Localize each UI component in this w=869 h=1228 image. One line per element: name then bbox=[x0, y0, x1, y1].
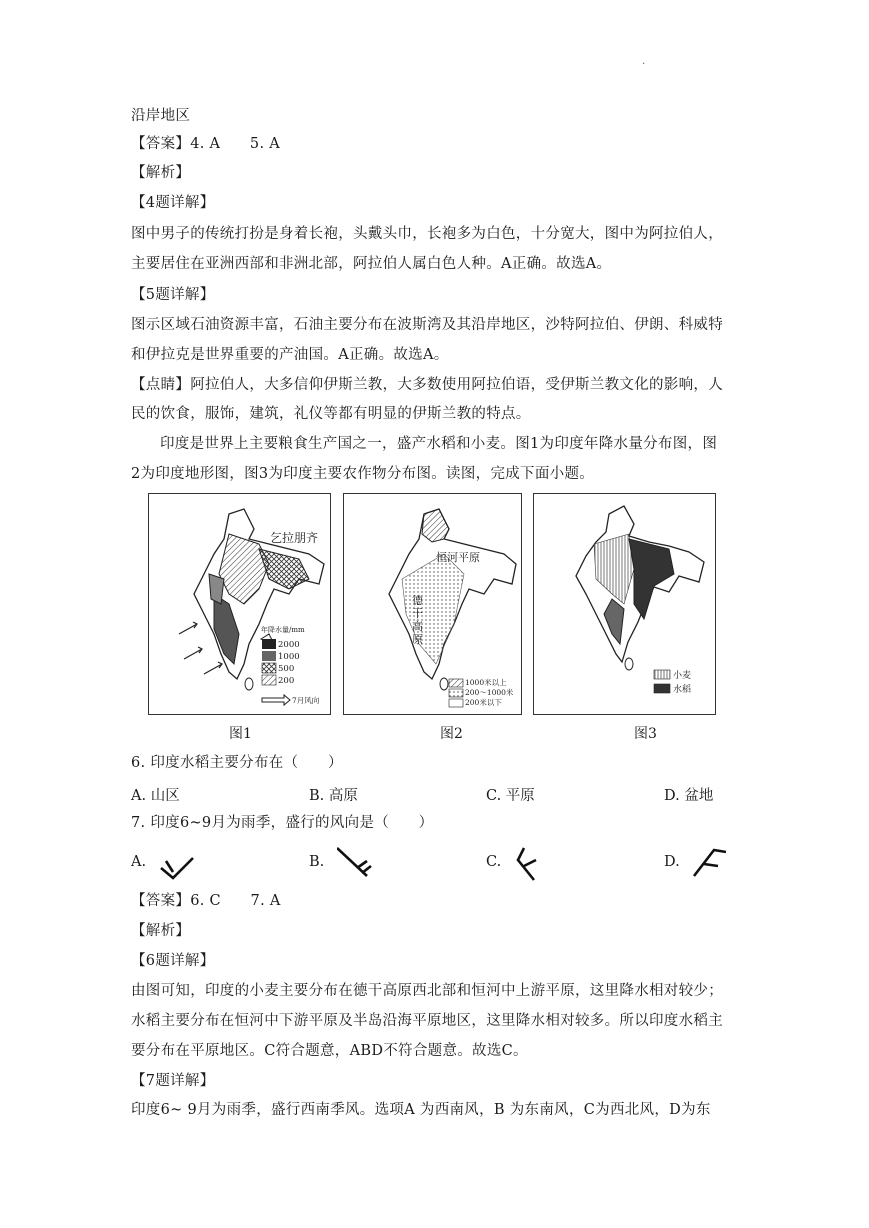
rainfall-legend-values bbox=[278, 639, 300, 687]
terrain-legend-item: 200～1000米 bbox=[465, 688, 514, 697]
figure-caption: 图2 bbox=[440, 726, 463, 742]
option-c: C. 平原 bbox=[486, 788, 535, 804]
text-line: 沿岸地区 bbox=[131, 108, 191, 124]
crop-legend-rice: 水稻 bbox=[673, 685, 692, 695]
option-label: A. bbox=[131, 854, 147, 870]
terrain-map bbox=[343, 493, 522, 715]
crop-map bbox=[533, 493, 716, 715]
rainfall-legend-title: 年降水量/mm bbox=[261, 626, 305, 634]
text-line: 民的饮食，服饰，建筑，礼仪等都有明显的伊斯兰教的特点。 bbox=[131, 406, 531, 422]
terrain-legend-item: 200米以下 bbox=[465, 698, 502, 707]
question-6-stem: 6. 印度水稻主要分布在（ ） bbox=[131, 755, 343, 771]
text-line: 图示区域石油资源丰富，石油主要分布在波斯湾及其沿岸地区，沙特阿拉伯、伊朗、科威特 bbox=[131, 317, 723, 333]
wind-legend-label: 7月风向 bbox=[292, 696, 320, 705]
legend-value: 200 bbox=[278, 676, 295, 686]
q6-detail-heading: 【6题详解】 bbox=[131, 953, 215, 969]
question-7-stem: 7. 印度6~9月为雨季，盛行的风向是（ ） bbox=[131, 815, 434, 831]
terrain-legend-item: 1000米以上 bbox=[465, 678, 507, 687]
legend-value: 1000 bbox=[278, 652, 300, 662]
analysis-heading: 【解析】 bbox=[131, 165, 191, 181]
q4-detail-heading: 【4题详解】 bbox=[131, 195, 215, 211]
page-dot: . bbox=[642, 56, 646, 67]
figure-caption: 图3 bbox=[634, 726, 657, 742]
text-line: 要分布在平原地区。C符合题意，ABD不符合题意。故选C。 bbox=[131, 1043, 528, 1059]
q5-detail-heading: 【5题详解】 bbox=[131, 287, 215, 303]
figure-group bbox=[148, 493, 716, 713]
crop-legend bbox=[673, 669, 691, 697]
rainfall-map bbox=[148, 493, 331, 715]
answer-line: 【答案】6. C 7. A bbox=[131, 893, 281, 909]
q7-detail-heading: 【7题详解】 bbox=[131, 1073, 215, 1089]
text-line: 和伊拉克是世界重要的产油国。A正确。故选A。 bbox=[131, 347, 449, 363]
passage-line: 印度是世界上主要粮食生产国之一，盛产水稻和小麦。图1为印度年降水量分布图，图 bbox=[160, 436, 718, 452]
legend-value: 2000 bbox=[278, 640, 300, 650]
option-d: D. 盆地 bbox=[664, 788, 714, 804]
option-c bbox=[486, 846, 566, 882]
option-b bbox=[309, 846, 389, 882]
option-b: B. 高原 bbox=[309, 788, 358, 804]
option-label: C. bbox=[486, 854, 502, 870]
wind-symbol-icon bbox=[692, 846, 732, 882]
text-line: 印度6~ 9月为雨季，盛行西南季风。选项A 为西南风，B 为东南风，C为西北风，D为东 bbox=[131, 1102, 711, 1118]
comment-line: 【点睛】阿拉伯人，大多信仰伊斯兰教，大多数使用阿拉伯语，受伊斯兰教文化的影响，人 bbox=[131, 377, 723, 393]
option-label: D. bbox=[664, 854, 680, 870]
passage-line: 2为印度地形图，图3为印度主要农作物分布图。读图，完成下面小题。 bbox=[131, 466, 595, 482]
wind-symbol-icon bbox=[159, 846, 199, 882]
rainfall-map-graphic bbox=[149, 494, 330, 714]
place-label-ganges-plain: 恒河平原 bbox=[436, 551, 480, 564]
option-a bbox=[131, 846, 211, 882]
analysis-heading: 【解析】 bbox=[131, 923, 191, 939]
wind-symbol-icon bbox=[337, 846, 377, 882]
text-line: 主要居住在亚洲西部和非洲北部，阿拉伯人属白色人种。A正确。故选A。 bbox=[131, 256, 612, 272]
text-line: 由图可知，印度的小麦主要分布在德干高原西北部和恒河中上游平原，这里降水相对较少； bbox=[131, 983, 723, 999]
crop-legend-wheat: 小麦 bbox=[673, 671, 692, 681]
figure-caption: 图1 bbox=[229, 726, 252, 742]
answer-line: 【答案】4. A 5. A bbox=[131, 136, 281, 152]
option-d bbox=[664, 846, 744, 882]
text-line: 图中男子的传统打扮是身着长袍，头戴头巾，长袍多为白色，十分宽大，图中为阿拉伯人， bbox=[131, 226, 723, 242]
option-label: B. bbox=[309, 854, 325, 870]
option-a: A. 山区 bbox=[131, 788, 180, 804]
legend-value: 500 bbox=[278, 664, 295, 674]
terrain-legend bbox=[465, 678, 513, 708]
wind-symbol-icon bbox=[514, 846, 554, 882]
place-label-deccan-plateau: 德干高原 bbox=[412, 594, 423, 646]
text-line: 水稻主要分布在恒河中下游平原及半岛沿海平原地区，这里降水相对较多。所以印度水稻主 bbox=[131, 1013, 723, 1029]
place-label-cherrapunji: 乞拉朋齐 bbox=[270, 531, 319, 545]
